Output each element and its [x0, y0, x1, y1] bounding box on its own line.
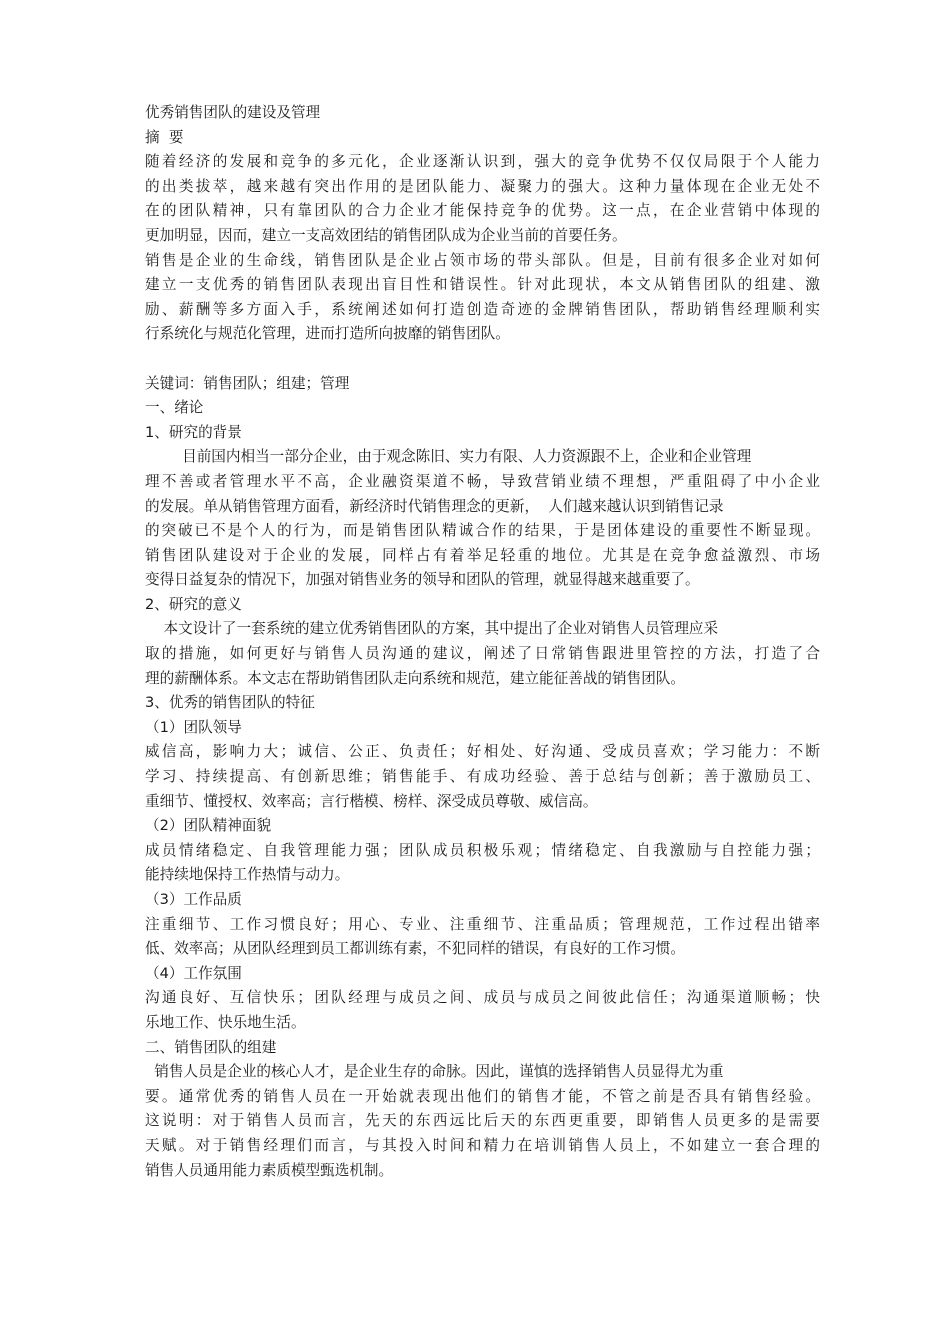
text-line: 这说明：对于销售人员而言，先天的东西远比后天的东西更重要，即销售人员更多的是需要 — [145, 1112, 820, 1130]
text-line: 随着经济的发展和竞争的多元化，企业逐渐认识到，强大的竞争优势不仅仅局限于个人能力 — [145, 153, 820, 171]
item-paragraph — [145, 839, 820, 888]
text-line: 行系统化与规范化管理，进而打造所向披靡的销售团队。 — [145, 325, 510, 343]
item-paragraph — [145, 913, 820, 962]
section-heading: 一、绪论 — [145, 399, 204, 417]
abstract-heading: 摘 要 — [145, 128, 184, 146]
item-paragraph — [145, 986, 820, 1035]
blank-line — [145, 347, 820, 372]
text-line: 重细节、懂授权、效率高；言行楷模、榜样、深受成员尊敬、威信高。 — [145, 792, 598, 810]
abstract-paragraph-2 — [145, 249, 820, 347]
item-heading: （2）团队精神面貌 — [145, 817, 272, 835]
text-line: 的出类拔萃，越来越有突出作用的是团队能力、凝聚力的强大。这种力量体现在企业无处不 — [145, 177, 820, 195]
abstract-paragraph-1 — [145, 150, 820, 248]
text-line: 取的措施，如何更好与销售人员沟通的建议，阐述了日常销售跟进里管控的方法，打造了合 — [145, 645, 820, 663]
text-line: 建立一支优秀的销售团队表现出盲目性和错误性。针对此现状，本文从销售团队的组建、激 — [145, 276, 820, 294]
text-line: 本文设计了一套系统的建立优秀销售团队的方案，其中提出了企业对销售人员管理应采 — [145, 620, 719, 638]
subsection-heading: 3、优秀的销售团队的特征 — [145, 694, 315, 712]
text-line: 在的团队精神，只有靠团队的合力企业才能保持竞争的优势。这一点，在企业营销中体现的 — [145, 202, 820, 220]
document-title: 优秀销售团队的建设及管理 — [145, 104, 321, 121]
text-line: 学习、持续提高、有创新思维；销售能手、有成功经验、善于总结与创新；善于激励员工、 — [145, 768, 820, 786]
significance-paragraph — [145, 617, 820, 691]
text-line: 理的薪酬体系。本文志在帮助销售团队走向系统和规范，建立能征善战的销售团队。 — [145, 669, 685, 687]
text-line: 励、薪酬等多方面入手，系统阐述如何打造创造奇迹的金牌销售团队，帮助销售经理顺利实 — [145, 300, 820, 318]
text-line: 威信高，影响力大；诚信、公正、负责任；好相处、好沟通、受成员喜欢；学习能力：不断 — [145, 743, 820, 761]
text-line: 乐地工作、快乐地生活。 — [145, 1013, 306, 1031]
text-line: 低、效率高；从团队经理到员工都训练有素，不犯同样的错误，有良好的工作习惯。 — [145, 940, 685, 958]
team-building-paragraph — [145, 1060, 820, 1183]
text-line: 更加明显，因而，建立一支高效团结的销售团队成为企业当前的首要任务。 — [145, 226, 627, 244]
item-paragraph — [145, 740, 820, 814]
text-line: 成员情绪稳定、自我管理能力强；团队成员积极乐观；情绪稳定、自我激励与自控能力强； — [145, 841, 820, 859]
text-line: 沟通良好、互信快乐；团队经理与成员之间、成员与成员之间彼此信任；沟通渠道顺畅；快 — [145, 989, 820, 1007]
background-paragraph — [145, 445, 820, 593]
text-line: 销售是企业的生命线，销售团队是企业占领市场的带头部队。但是，目前有很多企业对如何 — [145, 251, 820, 269]
subsection-heading: 1、研究的背景 — [145, 423, 242, 441]
section-heading: 二、销售团队的组建 — [145, 1038, 277, 1056]
item-heading: （3）工作品质 — [145, 891, 242, 908]
text-line: 的突破已不是个人的行为，而是销售团队精诚合作的结果，于是团体建设的重要性不断显现。 — [145, 522, 820, 540]
text-line: 天赋。对于销售经理们而言，与其投入时间和精力在培训销售人员上，不如建立一套合理的 — [145, 1136, 820, 1154]
item-heading: （1）团队领导 — [145, 718, 242, 736]
subsection-heading: 2、研究的意义 — [145, 595, 242, 613]
text-line: 销售人员是企业的核心人才，是企业生存的命脉。因此，谨慎的选择销售人员显得尤为重 — [145, 1063, 724, 1081]
text-line: 销售人员通用能力素质模型甄选机制。 — [145, 1161, 394, 1179]
text-line: 理不善或者管理水平不高，企业融资渠道不畅，导致营销业绩不理想，严重阻碍了中小企业 — [145, 472, 820, 490]
text-line: 变得日益复杂的情况下，加强对销售业务的领导和团队的管理，就显得越来越重要了。 — [145, 571, 700, 589]
item-heading: （4）工作氛围 — [145, 964, 242, 982]
text-line: 目前国内相当一部分企业，由于观念陈旧、实力有限、人力资源跟不上，企业和企业管理 — [145, 448, 752, 466]
text-line: 能持续地保持工作热情与动力。 — [145, 866, 350, 884]
document-page — [145, 101, 820, 1183]
keywords: 关键词：销售团队；组建；管理 — [145, 374, 350, 392]
text-line: 要。通常优秀的销售人员在一开始就表现出他们的销售才能，不管之前是否具有销售经验。 — [145, 1087, 820, 1105]
text-line: 注重细节、工作习惯良好；用心、专业、注重细节、注重品质；管理规范，工作过程出错率 — [145, 915, 820, 933]
text-line: 的发展。单从销售管理方面看，新经济时代销售理念的更新， 人们越来越认识到销售记录 — [145, 497, 724, 515]
text-line: 销售团队建设对于企业的发展，同样占有着举足轻重的地位。尤其是在竞争愈益激烈、市场 — [145, 546, 820, 564]
